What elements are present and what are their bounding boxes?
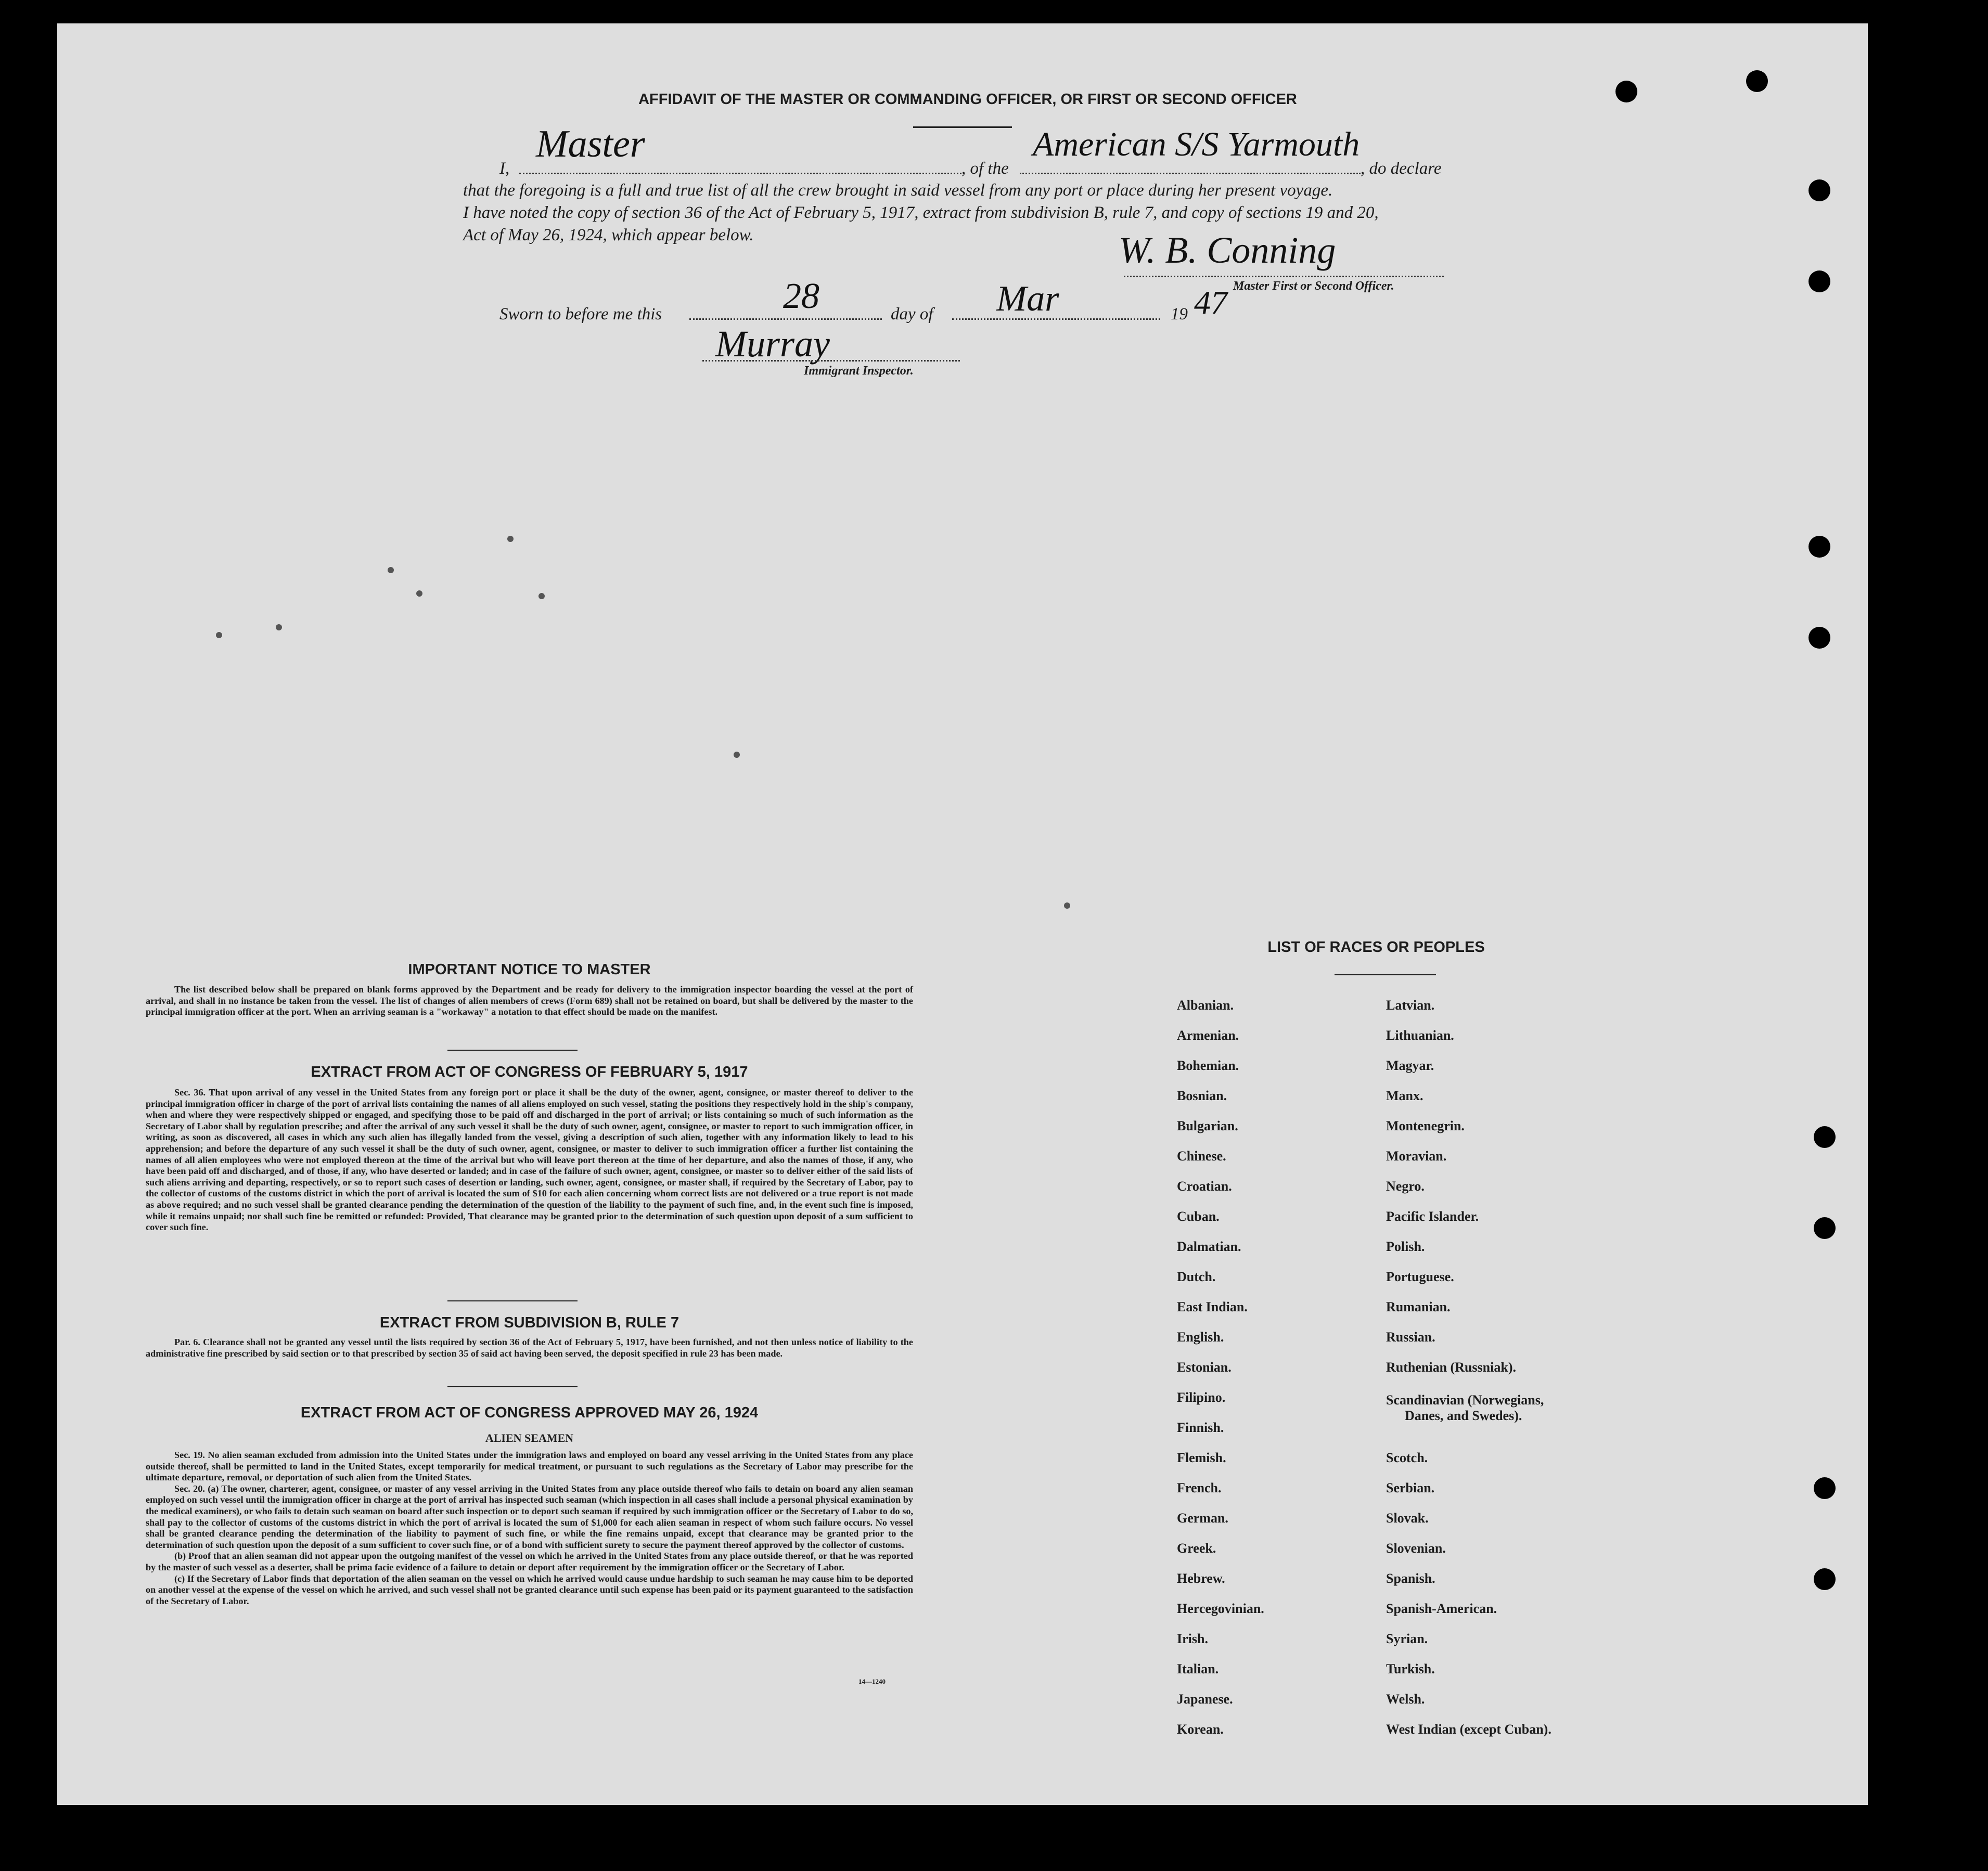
rule7-title: EXTRACT FROM SUBDIVISION B, RULE 7	[379, 1314, 679, 1331]
race-item: Spanish.	[1386, 1571, 1435, 1586]
race-item: Montenegrin.	[1386, 1118, 1465, 1133]
race-item: Estonian.	[1177, 1360, 1232, 1375]
year-prefix: 19	[1171, 305, 1188, 324]
race-item: French.	[1177, 1480, 1222, 1495]
races-divider	[1335, 974, 1436, 975]
race-item: Cuban.	[1177, 1209, 1220, 1224]
notice-text: The list described below shall be prepared on blank forms approved by the Department and be ready for delivery to the immigration inspector boarding the vessel at the port of arrival, and shall in no instance be taken from the vessel. The list of changes of alien members of crews (Form 689) shall not be retained on board, but shall be delivered by the master to the principal immigration officer at the port. When an arriving seaman is a "workaway" a notation to that effect should be made on the manifest.	[146, 984, 913, 1017]
punch-hole	[1814, 1217, 1836, 1239]
race-item: English.	[1177, 1330, 1224, 1345]
race-item: Ruthenian (Russniak).	[1386, 1360, 1516, 1375]
paper-speck	[416, 590, 422, 597]
race-item: Scandinavian (Norwegians,	[1386, 1392, 1544, 1408]
affidavit-text-line3: Act of May 26, 1924, which appear below.	[463, 226, 754, 244]
inspector-caption: Immigrant Inspector.	[804, 364, 914, 378]
race-item: Croatian.	[1177, 1179, 1232, 1194]
section-19-text: Sec. 19. No alien seaman excluded from admission into the United States under the immigration laws and employed on board any vessel arriving in the United States from any place outside thereof, shall be permitted to land in the United States, except temporarily for medical treatment, or pursuant to such regulations as the Secretary of Labor may prescribe for the ultimate departure, removal, or deportation of such alien from the United States.	[146, 1450, 913, 1483]
race-item: Negro.	[1386, 1179, 1425, 1194]
day-of-label: day of	[891, 305, 933, 324]
rule7-block	[146, 1337, 913, 1359]
race-item: Irish.	[1177, 1631, 1208, 1646]
affidavit-i-label: I,	[499, 159, 510, 178]
race-item: Finnish.	[1177, 1420, 1224, 1435]
paper-speck	[1064, 902, 1070, 909]
paper-speck	[538, 593, 545, 599]
race-item: Portuguese.	[1386, 1269, 1454, 1284]
extract-1917-block	[146, 1087, 913, 1233]
vessel-handwriting: American S/S Yarmouth	[1033, 125, 1360, 163]
master-signature-line	[1124, 276, 1444, 277]
punch-hole	[1746, 70, 1768, 92]
race-item: Danes, and Swedes).	[1405, 1408, 1522, 1423]
race-item: Manx.	[1386, 1088, 1423, 1103]
master-signature: W. B. Conning	[1119, 229, 1336, 271]
race-item: Albanian.	[1177, 998, 1234, 1013]
paper-speck	[276, 624, 282, 630]
race-item: Lithuanian.	[1386, 1028, 1454, 1043]
affidavit-title: AFFIDAVIT OF THE MASTER OR COMMANDING OFFICER, OR FIRST OR SECOND OFFICER	[638, 91, 1297, 108]
sworn-day-handwriting: 28	[783, 276, 819, 316]
race-item: Latvian.	[1386, 998, 1435, 1013]
race-item: East Indian.	[1177, 1299, 1248, 1314]
notice-block	[146, 984, 913, 1018]
alien-seamen-subtitle: ALIEN SEAMEN	[485, 1431, 574, 1444]
rank-line	[519, 173, 961, 174]
race-item: Flemish.	[1177, 1450, 1226, 1465]
race-item: Bosnian.	[1177, 1088, 1227, 1103]
race-item: Hercegovinian.	[1177, 1601, 1264, 1616]
extract-1917-title: EXTRACT FROM ACT OF CONGRESS OF FEBRUARY 5, 1917	[311, 1064, 748, 1080]
affidavit-text-line2: I have noted the copy of section 36 of the Act of February 5, 1917, extract from subdivision B, rule 7, and copy of sections 19 and 20,	[463, 203, 1379, 222]
race-item: Slovenian.	[1386, 1541, 1446, 1556]
race-item: West Indian (except Cuban).	[1386, 1722, 1551, 1737]
inspector-signature: Murray	[715, 323, 830, 365]
races-title: LIST OF RACES OR PEOPLES	[1267, 939, 1485, 956]
paper-speck	[507, 536, 514, 542]
race-item: Rumanian.	[1386, 1299, 1451, 1314]
race-item: Turkish.	[1386, 1661, 1435, 1676]
of-the-label: , of the	[961, 159, 1009, 178]
race-item: Magyar.	[1386, 1058, 1434, 1073]
title-divider	[913, 126, 1012, 128]
race-item: Scotch.	[1386, 1450, 1428, 1465]
extract-1917-text: Sec. 36. That upon arrival of any vessel in the United States from any foreign port or place it shall be the duty of the owner, agent, consignee, or master thereof to deliver to the principal immigration officer in charge of the port of arrival lists containing the names of all aliens employed on such vessel, stating the positions they respectively hold in the ship's company, when and where they were respectively shipped or engaged, and specifying those to be paid off and discharged in the port of arrival; or lists containing so much of such information as the Secretary of Labor shall by regulation prescribe; and after the arrival of any such vessel it shall be the duty of such owner, agent, consignee, or master to report to such immigration officer, in writing, as soon as discovered, all cases in which any such alien has illegally landed from the vessel, giving a description of such alien, together with any information likely to lead to his apprehension; and before the departure of any such vessel it shall be the duty of such owner, agent, consignee, or master to deliver to such immigration officer a further list containing the names of all alien employees who were not employed thereon at the time of the arrival but who will leave port thereon at the time of her departure, and also the names of those, if any, who have been paid off and discharged, and of those, if any, who have deserted or landed; and in case of the failure of such owner, agent, consignee, or master so to deliver either of the said lists of such aliens arriving and departing, respectively, or so to report such cases of desertion or landing, such owner, agent, consignee, or master shall, if required by the Secretary of Labor, pay to the collector of customs of the customs district in which the port of arrival is located the sum of $10 for each alien concerning whom correct lists are not delivered or a true report is not made as above required; and no such vessel shall be granted clearance pending the determination of the question of the liability to the payment of such fine, and, in the event such fine is imposed, while it remains unpaid; nor shall such fine be remitted or refunded: Provided, That clearance may be granted prior to the determination of such question upon deposit of a sum sufficient to cover such fine.	[146, 1087, 913, 1233]
sworn-day-line	[689, 318, 882, 320]
race-item: Polish.	[1386, 1239, 1425, 1254]
race-item: Italian.	[1177, 1661, 1219, 1676]
race-item: Bulgarian.	[1177, 1118, 1238, 1133]
extract-1924-block	[146, 1450, 913, 1607]
extract-1924-title: EXTRACT FROM ACT OF CONGRESS APPROVED MAY 26, 1924	[300, 1404, 759, 1421]
extract-1917-divider	[447, 1300, 578, 1301]
punch-hole	[1809, 627, 1830, 649]
race-item: Filipino.	[1177, 1390, 1226, 1405]
race-item: Welsh.	[1386, 1692, 1425, 1707]
race-item: Korean.	[1177, 1722, 1224, 1737]
race-item: Moravian.	[1386, 1149, 1447, 1164]
race-item: Spanish-American.	[1386, 1601, 1497, 1616]
sworn-month-handwriting: Mar	[996, 279, 1059, 319]
punch-hole	[1615, 81, 1637, 102]
rule7-text: Par. 6. Clearance shall not be granted any vessel until the lists required by section 36 of the Act of February 5, 1917, have been furnished, and not then unless notice of liability to the administrative fine prescribed by said section or to that prescribed by section 35 of said act having been served, the deposit specified in rule 23 has been made.	[146, 1337, 913, 1359]
punch-hole	[1814, 1126, 1836, 1148]
section-20c-text: (c) If the Secretary of Labor finds that deportation of the alien seaman on the vessel on which he arrived would cause undue hardship to such seaman he may cause him to be deported on another vessel at the expense of the vessel on which he arrived, and such vessel shall not be granted clearance until such expense has been paid or its payment guaranteed to the satisfaction of the Secretary of Labor.	[146, 1573, 913, 1606]
notice-divider	[447, 1050, 578, 1051]
race-item: Serbian.	[1386, 1480, 1435, 1495]
race-item: Armenian.	[1177, 1028, 1239, 1043]
punch-hole	[1809, 270, 1830, 292]
paper-speck	[216, 632, 222, 638]
affidavit-text-line1: that the foregoing is a full and true list of all the crew brought in said vessel from any port or place during her present voyage.	[463, 181, 1333, 200]
race-item: Chinese.	[1177, 1149, 1226, 1164]
section-20a-text: Sec. 20. (a) The owner, charterer, agent, consignee, or master of any vessel arriving in the United States from any place outside thereof who fails to detain on board any alien seaman employed on such vessel until the immigration officer in charge at the port of arrival has inspected such seaman (which inspection in all cases shall include a personal physical examination by the medical examiners), or who fails to detain such seaman on board after such inspection or to deport such seaman if required by such immigration officer or the Secretary of Labor to do so, shall pay to the collector of customs of the customs district in which the port of arrival is located the sum of $1,000 for each alien seaman in respect of whom such failure occurs. No vessel shall be granted clearance pending the determination of the liability to payment of such fine, or while the fine remains unpaid, except that clearance may be granted prior to the determination of such question upon the deposit of a sum sufficient to cover such fine, or of a bond with sufficient surety to secure the payment thereof approved by the collector of customs.	[146, 1483, 913, 1550]
paper-speck	[734, 752, 740, 758]
rank-handwriting: Master	[536, 123, 645, 165]
race-item: Greek.	[1177, 1541, 1216, 1556]
rule7-divider	[447, 1386, 578, 1387]
punch-hole	[1814, 1568, 1836, 1590]
form-number: 14—1240	[858, 1678, 886, 1685]
master-caption: Master First or Second Officer.	[1233, 279, 1394, 293]
year-handwriting: 47	[1194, 284, 1227, 321]
race-item: Hebrew.	[1177, 1571, 1225, 1586]
punch-hole	[1809, 179, 1830, 201]
race-item: Japanese.	[1177, 1692, 1233, 1707]
race-item: Pacific Islander.	[1386, 1209, 1479, 1224]
sworn-label: Sworn to before me this	[499, 305, 662, 324]
inspector-signature-line	[702, 360, 960, 362]
race-item: Syrian.	[1386, 1631, 1428, 1646]
race-item: Russian.	[1386, 1330, 1435, 1345]
notice-title: IMPORTANT NOTICE TO MASTER	[408, 961, 651, 978]
race-item: German.	[1177, 1511, 1228, 1526]
paper-speck	[388, 567, 394, 573]
section-20b-text: (b) Proof that an alien seaman did not appear upon the outgoing manifest of the vessel on which he arrived in the United States from any place outside thereof, or that he was reported by the master of such vessel as a deserter, shall be prima facie evidence of a failure to detain or deport after requirement by the immigration officer or the Secretary of Labor.	[146, 1551, 913, 1572]
vessel-line	[1020, 173, 1361, 174]
race-item: Dalmatian.	[1177, 1239, 1241, 1254]
do-declare-label: , do declare	[1361, 159, 1442, 178]
race-item: Dutch.	[1177, 1269, 1216, 1284]
race-item: Bohemian.	[1177, 1058, 1239, 1073]
punch-hole	[1814, 1477, 1836, 1499]
race-item: Slovak.	[1386, 1511, 1429, 1526]
punch-hole	[1809, 536, 1830, 558]
